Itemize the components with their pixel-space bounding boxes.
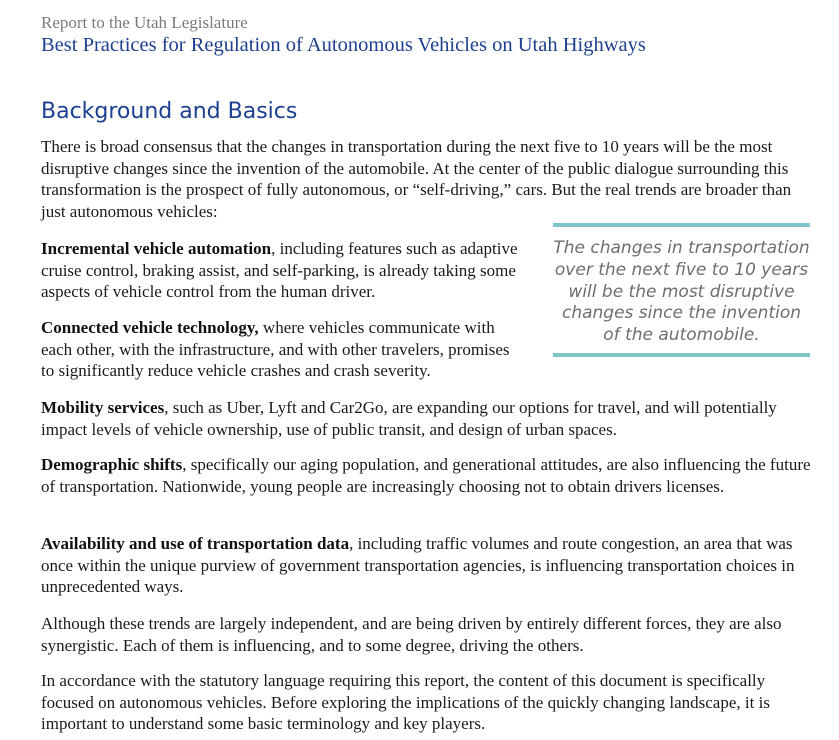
trend-text: , specifically our aging population, and generational attitudes, are also influencing the future of transportation. Nationwide, young people are increasingly choosing not to obtain drivers licenses. (41, 455, 811, 496)
pull-quote-text: The changes in transportation over the next five to 10 years will be the most disruptive changes since the invention of the automobile. (553, 238, 810, 346)
report-kicker: Report to the Utah Legislature (41, 13, 248, 32)
trend-incremental-automation (41, 238, 526, 303)
trend-text: , including features such as adaptive cruise control, braking assist, and self-parking, is already taking some aspects of vehicle control from the human driver. (41, 239, 518, 302)
trend-demographic-shifts (41, 454, 811, 497)
synergy-paragraph: Although these trends are largely independent, and are being driven by entirely different forces, they are also synergistic. Each of them is influencing, and to some degree, driving the others. (41, 614, 782, 655)
pull-quote (553, 223, 810, 357)
trend-connected-vehicles (41, 317, 526, 382)
section-heading: Background and Basics (41, 99, 298, 124)
trend-term: Availability and use of transportation data (41, 534, 350, 553)
trend-mobility-services (41, 397, 801, 440)
scope-paragraph: In accordance with the statutory language requiring this report, the content of this document is specifically focused on autonomous vehicles. Before exploring the implications of the quickly changing landscape, it is important to understand some basic terminology and key players. (41, 671, 770, 734)
trend-text: , such as Uber, Lyft and Car2Go, are expanding our options for travel, and will potentially impact levels of vehicle ownership, use of public transit, and design of urban spaces. (41, 398, 777, 439)
trend-term: Demographic shifts (41, 455, 183, 474)
trend-transportation-data (41, 533, 811, 598)
trend-term: Connected vehicle technology, (41, 318, 259, 337)
trend-term: Incremental vehicle automation (41, 239, 272, 258)
report-title: Best Practices for Regulation of Autonomous Vehicles on Utah Highways (41, 34, 646, 56)
trend-text: , including traffic volumes and route congestion, an area that was once within the unique purview of government transportation agencies, is influencing transportation choices in unprecedented ways. (41, 534, 795, 597)
intro-paragraph: There is broad consensus that the changes in transportation during the next five to 10 years will be the most disruptive changes since the invention of the automobile. At the center of the public dialogue surrounding this transformation is the prospect of fully autonomous, or “self-driving,” cars. But the real trends are broader than just autonomous vehicles: (41, 137, 792, 221)
trend-term: Mobility services (41, 398, 165, 417)
trend-text: where vehicles communicate with each other, with the infrastructure, and with other travelers, promises to significantly reduce vehicle crashes and crash severity. (41, 318, 510, 381)
